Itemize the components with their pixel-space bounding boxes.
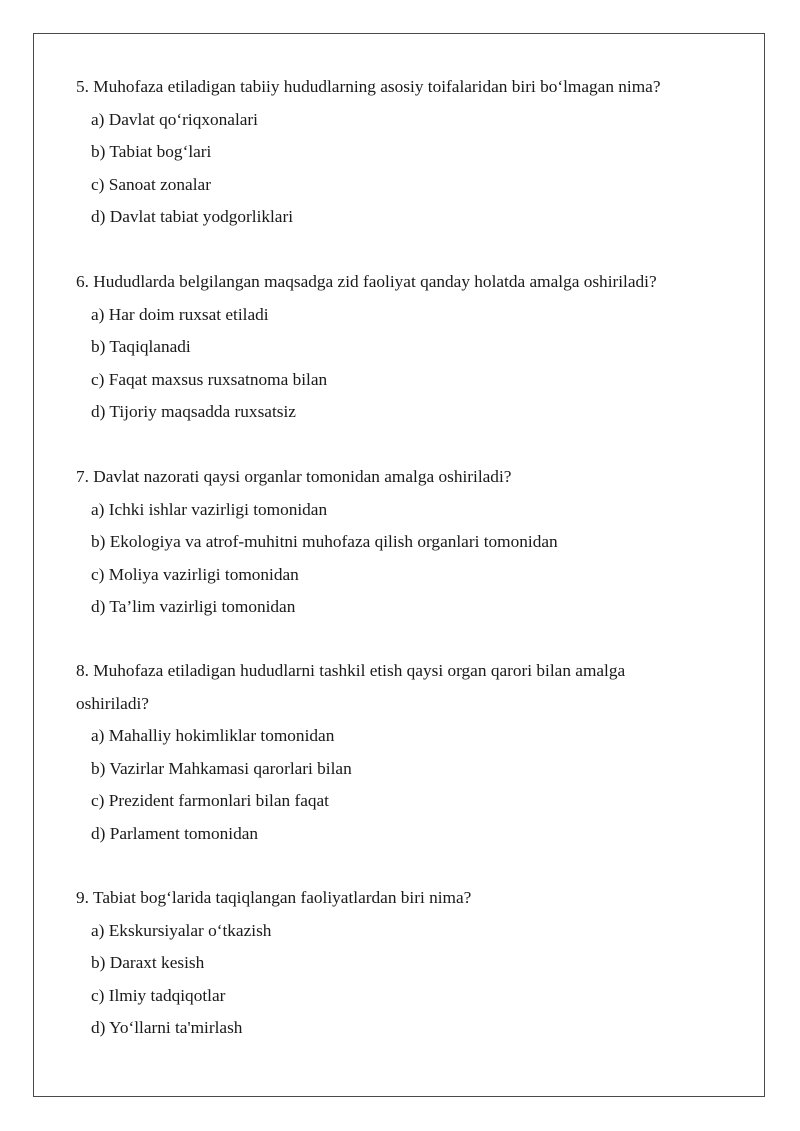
answer-option-d: d) Parlament tomonidan (91, 823, 259, 843)
question-7 (76, 461, 736, 624)
question-8 (76, 655, 686, 850)
answer-option-b: b) Daraxt kesish (91, 953, 205, 972)
answer-option-c: c) Prezident farmonlari bilan faqat (91, 791, 329, 810)
answer-option-b: b) Ekologiya va atrof-muhitni muhofaza qilish organlari tomonidan (91, 532, 558, 551)
question-5 (76, 71, 736, 234)
answer-option-c: c) Sanoat zonalar (91, 174, 211, 194)
answer-option-c: c) Moliya vazirligi tomonidan (91, 564, 299, 584)
answer-option-a: a) Davlat qo‘riqxonalari (91, 109, 258, 129)
answer-option-a: a) Ekskursiyalar o‘tkazish (91, 920, 272, 940)
answer-option-c: c) Faqat maxsus ruxsatnoma bilan (91, 369, 328, 389)
answer-option-c: c) Ilmiy tadqiqotlar (91, 985, 226, 1005)
answer-option-b: b) Taqiqlanadi (91, 337, 191, 356)
answer-option-b: b) Vazirlar Mahkamasi qarorlari bilan (91, 758, 352, 778)
answer-option-b: b) Tabiat bog‘lari (91, 142, 212, 161)
answer-option-d: d) Ta’lim vazirligi tomonidan (91, 597, 296, 616)
question-text: 7. Davlat nazorati qaysi organlar tomonidan amalga oshiriladi? (76, 467, 512, 486)
answer-option-a: a) Ichki ishlar vazirligi tomonidan (91, 499, 328, 519)
answer-option-d: d) Yo‘llarni ta'mirlash (91, 1018, 243, 1037)
answer-option-d: d) Tijoriy maqsadda ruxsatsiz (91, 402, 296, 421)
question-6 (76, 266, 736, 429)
question-text: 5. Muhofaza etiladigan tabiiy hududlarning asosiy toifalaridan biri bo‘lmagan nima? (76, 77, 661, 96)
answer-option-a: a) Har doim ruxsat etiladi (91, 304, 269, 324)
question-text: 8. Muhofaza etiladigan hududlarni tashkil etish qaysi organ qarori bilan amalga oshiriladi? (76, 661, 626, 713)
question-text: 6. Hududlarda belgilangan maqsadga zid faoliyat qanday holatda amalga oshiriladi? (76, 272, 657, 291)
question-9 (76, 882, 736, 1045)
answer-option-a: a) Mahalliy hokimliklar tomonidan (91, 726, 335, 745)
answer-option-d: d) Davlat tabiat yodgorliklari (91, 207, 294, 226)
question-text: 9. Tabiat bog‘larida taqiqlangan faoliyatlardan biri nima? (76, 888, 472, 907)
